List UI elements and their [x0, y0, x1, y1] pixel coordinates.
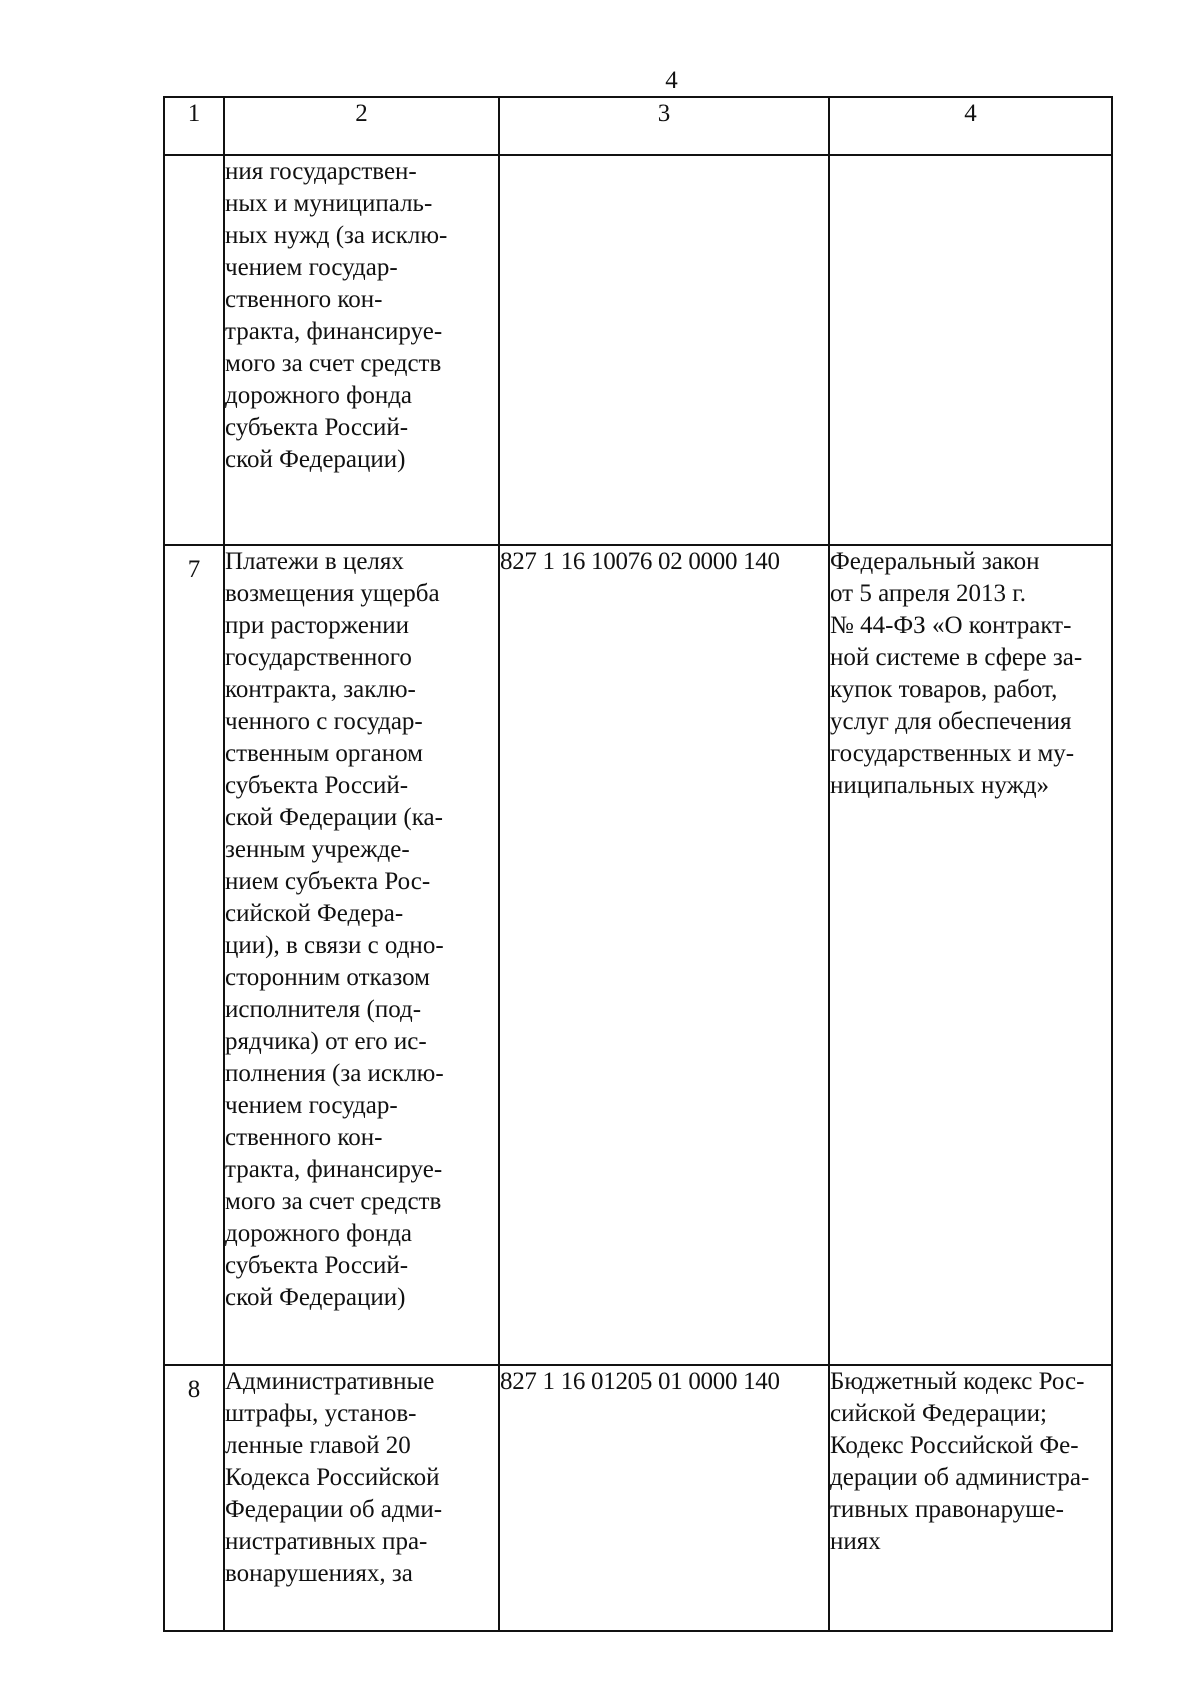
cell-text-line: дерации об администра-	[830, 1464, 1090, 1491]
cell-text-line: Кодекса Российской	[225, 1464, 440, 1491]
cell-text-line: сийской Федерации;	[830, 1400, 1047, 1427]
cell-text-line: сийской Федера-	[225, 900, 404, 927]
cell-text-line: ной системе в сфере за-	[830, 644, 1083, 671]
cell-text-line: тракта, финансируе-	[225, 318, 443, 345]
header-cell-1: 1	[164, 97, 224, 155]
cell-text-line: нием субъекта Рос-	[225, 868, 431, 895]
budget-code-cell	[499, 155, 829, 545]
cell-text-line: Федерации об адми-	[225, 1496, 443, 1523]
row-number-cell	[164, 155, 224, 545]
table-row	[164, 545, 1112, 1365]
cell-text-line: купок товаров, работ,	[830, 676, 1058, 703]
header-cell-2: 2	[224, 97, 499, 155]
cell-text-line: услуг для обеспечения	[830, 708, 1072, 735]
cell-text-line: Федеральный закон	[830, 548, 1040, 575]
cell-text-line: контракта, заклю-	[225, 676, 416, 703]
cell-text-line: субъекта Россий-	[225, 414, 409, 441]
table-header-row	[164, 97, 1112, 155]
cell-text-line: от 5 апреля 2013 г.	[830, 580, 1026, 607]
cell-text-line: чением государ-	[225, 254, 398, 281]
cell-text-line: ственного кон-	[225, 1124, 383, 1151]
cell-text-line: государственного	[225, 644, 412, 671]
cell-text-line: штрафы, установ-	[225, 1400, 417, 1427]
cell-text-line: рядчика) от его ис-	[225, 1028, 427, 1055]
description-cell	[224, 155, 499, 545]
cell-text-line: при расторжении	[225, 612, 409, 639]
cell-text-line: чением государ-	[225, 1092, 398, 1119]
header-cell-3: 3	[499, 97, 829, 155]
cell-text-line: № 44-ФЗ «О контракт-	[830, 612, 1072, 639]
header-cell-4: 4	[829, 97, 1112, 155]
cell-text-line: субъекта Россий-	[225, 1252, 409, 1279]
row-number-cell: 7	[164, 545, 224, 1365]
cell-text-line: сторонним отказом	[225, 964, 430, 991]
legal-basis-cell	[829, 545, 1112, 1365]
cell-text-line: ской Федерации)	[225, 1284, 406, 1311]
cell-text-line: Платежи в целях	[225, 548, 404, 575]
cell-text-line: тракта, финансируе-	[225, 1156, 443, 1183]
cell-text-line: ниципальных нужд»	[830, 772, 1050, 799]
table-row	[164, 155, 1112, 545]
cell-text-line: ленные главой 20	[225, 1432, 411, 1459]
cell-text-line: ственного кон-	[225, 286, 383, 313]
cell-text-line: Кодекс Российской Фе-	[830, 1432, 1079, 1459]
cell-text-line: ния государствен-	[225, 158, 417, 185]
cell-text-line: полнения (за исклю-	[225, 1060, 444, 1087]
cell-text-line: исполнителя (под-	[225, 996, 422, 1023]
description-cell	[224, 545, 499, 1365]
legal-table	[163, 96, 1113, 1632]
cell-text-line: ской Федерации)	[225, 446, 406, 473]
cell-text-line: Административные	[225, 1368, 435, 1395]
cell-text-line: ных нужд (за исклю-	[225, 222, 448, 249]
cell-text-line: Бюджетный кодекс Рос-	[830, 1368, 1085, 1395]
cell-text-line: зенным учрежде-	[225, 836, 410, 863]
cell-text-line: ции), в связи с одно-	[225, 932, 444, 959]
cell-text-line: ных и муниципаль-	[225, 190, 433, 217]
cell-text-line: ской Федерации (ка-	[225, 804, 443, 831]
cell-text-line: ченного с государ-	[225, 708, 423, 735]
cell-text-line: дорожного фонда	[225, 382, 413, 409]
cell-text-line: вонарушениях, за	[225, 1560, 413, 1587]
cell-text-line: государственных и му-	[830, 740, 1075, 767]
budget-code-cell: 827 1 16 10076 02 0000 140	[499, 545, 829, 1365]
budget-code-cell: 827 1 16 01205 01 0000 140	[499, 1365, 829, 1631]
cell-text-line: ниях	[830, 1528, 881, 1555]
cell-text-line: мого за счет средств	[225, 1188, 442, 1215]
row-number-cell: 8	[164, 1365, 224, 1631]
legal-basis-cell	[829, 1365, 1112, 1631]
cell-text-line: тивных правонаруше-	[830, 1496, 1064, 1523]
description-cell	[224, 1365, 499, 1631]
cell-text-line: дорожного фонда	[225, 1220, 413, 1247]
legal-basis-cell	[829, 155, 1112, 545]
cell-text-line: возмещения ущерба	[225, 580, 440, 607]
cell-text-line: ственным органом	[225, 740, 423, 767]
page-number: 4	[665, 67, 678, 94]
cell-text-line: субъекта Россий-	[225, 772, 409, 799]
table-row	[164, 1365, 1112, 1631]
cell-text-line: мого за счет средств	[225, 350, 442, 377]
cell-text-line: нистративных пра-	[225, 1528, 428, 1555]
